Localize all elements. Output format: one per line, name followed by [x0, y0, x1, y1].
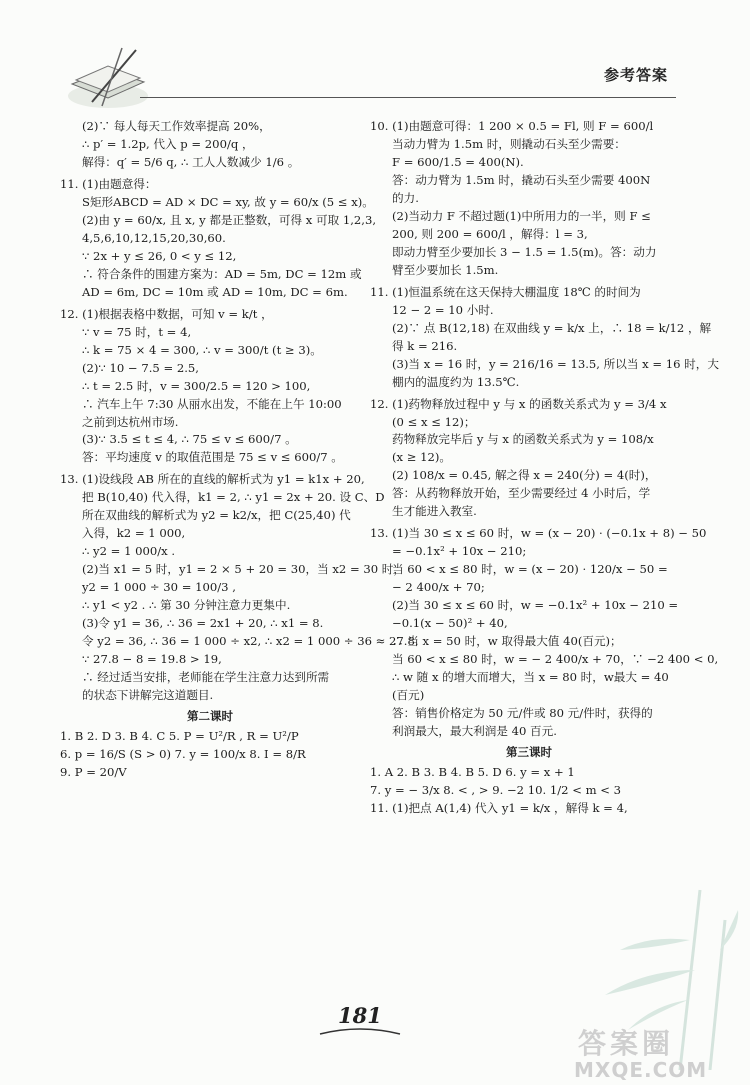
answer-line: − 2 400/x + 70; [392, 580, 485, 595]
answer-line: (2)当 x1 = 5 时，y1 = 2 × 5 + 20 = 30，当 x2 = 30 时， [82, 562, 405, 577]
watermark [568, 1022, 738, 1082]
answer-line: (2)由 y = 60/x, 且 x, y 都是正整数，可得 x 可取 1,2,3, [82, 212, 377, 227]
answer-line: (3)令 y1 = 36, ∴ 36 = 2x1 + 20, ∴ x1 = 8. [82, 616, 324, 631]
answer-line: (2)∵ 每人每天工作效率提高 20%， [82, 119, 271, 133]
page-number: 181 [338, 1003, 382, 1028]
answer-line: 生才能进入教室. [392, 504, 477, 519]
answer-line: 11. (1)由题意得： [60, 176, 157, 191]
answer-line: 所在双曲线的解析式为 y2 = k2/x，把 C(25,40) 代 [82, 508, 351, 523]
answer-line: y2 = 1 000 ÷ 30 = 100/3 , [82, 580, 236, 595]
answer-line: 4,5,6,10,12,15,20,30,60. [82, 230, 226, 245]
answer-line: ∴ t = 2.5 时，v = 300/2.5 = 120 > 100, [82, 378, 311, 393]
answer-line: 的力. [392, 190, 419, 205]
answer-line: S矩形ABCD = AD × DC = xy, 故 y = 60/x (5 ≤ x)。 [82, 194, 374, 209]
answer-line: ∵ 2x + y ≤ 26, 0 < y ≤ 12, [82, 248, 237, 263]
page-number-swoosh-icon [318, 1026, 402, 1038]
answer-line: ∴ 汽车上午 7:30 从丽水出发，不能在上午 10:00 [82, 396, 342, 411]
answer-line: 把 B(10,40) 代入得，k1 = 2, ∴ y1 = 2x + 20. 设 C、D [82, 490, 385, 505]
short-answer-line: 11. (1)把点 A(1,4) 代入 y1 = k/x ，解得 k = 4, [370, 800, 628, 815]
short-answer-line: 1. A 2. B 3. B 4. B 5. D 6. y = x + 1 [370, 764, 575, 779]
short-answer-line: 1. B 2. D 3. B 4. C 5. P = U²/R , R = U²/P [60, 728, 299, 743]
answer-line: ∴ y2 = 1 000/x . [82, 544, 176, 559]
answer-line: 当动力臂为 1.5m 时，则撬动石头至少需要： [392, 136, 626, 151]
answer-line: 棚内的温度约为 13.5℃. [392, 374, 520, 389]
answer-line: F = 600/1.5 = 400(N). [392, 154, 524, 169]
answer-line: 之前到达杭州市场. [82, 414, 179, 429]
watermark-url: MXQE.COM [574, 1058, 708, 1082]
answer-line: ∴ 经过适当安排，老师能在学生注意力达到所需 [82, 670, 330, 685]
answer-line: (3)当 x = 16 时，y = 216/16 = 13.5, 所以当 x = 16 时，大 [392, 356, 719, 371]
answer-line: 臂至少要加长 1.5m. [392, 262, 499, 277]
books-pen-icon [62, 44, 154, 112]
answer-line: 入得，k2 = 1 000, [82, 526, 186, 541]
answer-line: AD = 6m, DC = 10m 或 AD = 10m, DC = 6m. [82, 284, 348, 299]
answer-line: 13. (1)当 30 ≤ x ≤ 60 时，w = (x − 20) · (−0.1x + 8) − 50 [370, 526, 707, 541]
answer-line: 答：销售价格定为 50 元/件或 80 元/件时，获得的 [392, 706, 653, 720]
answer-line: (2)∵ 10 − 7.5 = 2.5, [82, 360, 199, 375]
answer-line: (0 ≤ x ≤ 12)； [392, 414, 476, 429]
header-rule [140, 97, 676, 98]
answer-line: 解得：q′ = 5/6 q, ∴ 工人人数减少 1/6 。 [82, 154, 300, 169]
answer-line: (x ≥ 12)。 [392, 450, 452, 465]
answer-line: 药物释放完毕后 y 与 x 的函数关系式为 y = 108/x [392, 432, 654, 447]
answer-line: ∴ 符合条件的围建方案为：AD = 5m, DC = 12m 或 [82, 266, 362, 281]
answer-line: 利润最大，最大利润是 40 百元. [392, 723, 557, 738]
answer-line: ∴ k = 75 × 4 = 300, ∴ v = 300/t (t ≥ 3)。 [82, 342, 322, 357]
answer-line: 10. (1)由题意可得：1 200 × 0.5 = Fl, 则 F = 600/l [370, 119, 654, 133]
answer-line: 12. (1)药物释放过程中 y 与 x 的函数关系式为 y = 3/4 x [370, 396, 667, 411]
answer-line: 13. (1)设线段 AB 所在的直线的解析式为 y1 = k1x + 20, [60, 472, 365, 487]
answer-line: 12. (1)根据表格中数据，可知 v = k/t ， [60, 306, 273, 321]
answer-line: 答：动力臂为 1.5m 时，撬动石头至少需要 400N [392, 172, 651, 187]
answer-line: 答：从药物释放开始，至少需要经过 4 小时后，学 [392, 486, 651, 501]
answer-line: ∴ p′ = 1.2p, 代入 p = 200/q ， [82, 136, 254, 151]
answer-line: ∵ 27.8 − 8 = 19.8 > 19, [82, 652, 222, 667]
answer-line: ∴ y1 < y2 . ∴ 第 30 分钟注意力更集中. [82, 598, 291, 613]
section-title-lesson-3: 第三课时 [506, 744, 552, 759]
answer-line: (3)∵ 3.5 ≤ t ≤ 4, ∴ 75 ≤ v ≤ 600/7 。 [82, 432, 297, 447]
answer-line: 当 60 < x ≤ 80 时，w = − 2 400/x + 70，∵ −2 400 < 0, [392, 652, 719, 667]
header-title: 参考答案 [603, 66, 668, 84]
answer-line: 200, 则 200 = 600/l ，解得：l = 3, [392, 226, 588, 241]
answer-line: ∵ v = 75 时，t = 4, [82, 324, 192, 339]
short-answer-line: 7. y = − 3/x 8. < , > 9. −2 10. 1/2 < m < 3 [370, 782, 622, 797]
answer-line: 即动力臂至少要加长 3 − 1.5 = 1.5(m)。答：动力 [392, 244, 657, 259]
answer-line: (2)∵ 点 B(12,18) 在双曲线 y = k/x 上，∴ 18 = k/12 ，解 [392, 320, 712, 335]
watermark-logo-text: 答案圈 [578, 1027, 675, 1060]
answer-line: (2)当动力 F 不超过题(1)中所用力的一半，则 F ≤ [392, 208, 651, 223]
answer-line: (百元) [392, 688, 425, 703]
answer-line: 答：平均速度 v 的取值范围是 75 ≤ v ≤ 600/7 。 [82, 450, 343, 465]
answer-line: (2) 108/x = 0.45, 解之得 x = 240(分) = 4(时)， [392, 468, 657, 483]
answer-line: = −0.1x² + 10x − 210; [392, 544, 527, 559]
answer-line: 令 y2 = 36, ∴ 36 = 1 000 ÷ x2, ∴ x2 = 1 000 ÷ 36 ≈ 27.8. [82, 634, 419, 649]
section-title-lesson-2: 第二课时 [187, 709, 233, 723]
answer-line: 得 k = 216. [392, 338, 458, 353]
answer-line: 12 − 2 = 10 小时. [392, 302, 494, 317]
answer-line: 当 60 < x ≤ 80 时，w = (x − 20) · 120/x − 50 = [392, 562, 668, 577]
answer-line: 的状态下讲解完这道题目. [82, 688, 214, 703]
short-answer-line: 6. p = 16/S (S > 0) 7. y = 100/x 8. I = 8/R [60, 746, 306, 761]
right-column [370, 118, 719, 818]
answer-line: 11. (1)恒温系统在这天保持大棚温度 18℃ 的时间为 [370, 284, 641, 299]
answer-line: (2)当 30 ≤ x ≤ 60 时，w = −0.1x² + 10x − 210 = [392, 598, 679, 613]
answer-line: ∴ 当 x = 50 时，w 取得最大值 40(百元)； [392, 634, 622, 649]
answer-line: −0.1(x − 50)² + 40, [392, 616, 508, 631]
short-answer-line: 9. P = 20/V [60, 764, 127, 779]
answer-line: ∴ w 随 x 的增大而增大，当 x = 80 时，w最大 = 40 [392, 670, 669, 685]
